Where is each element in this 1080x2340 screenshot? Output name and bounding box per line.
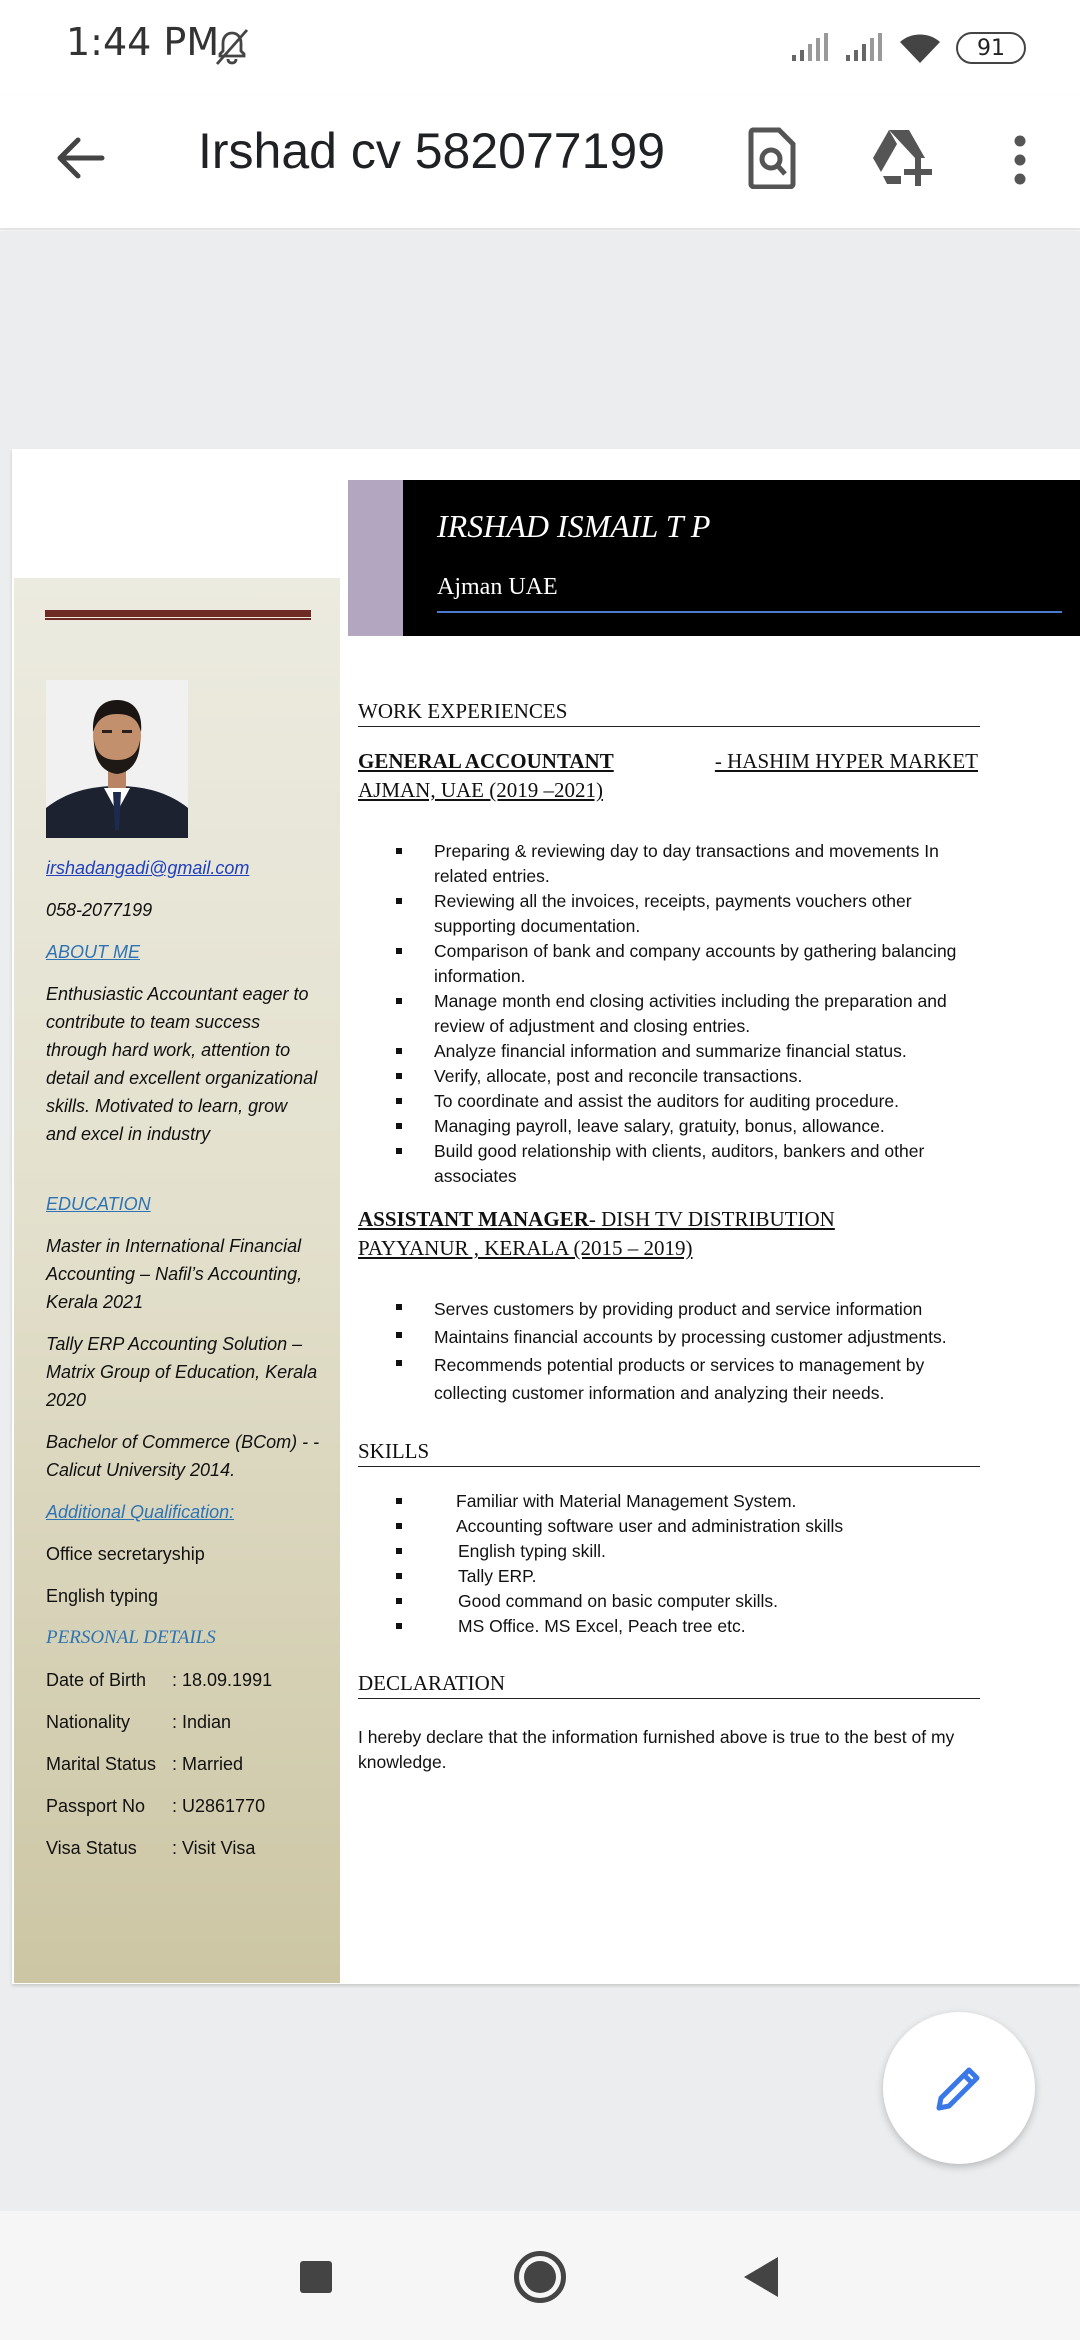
job-role: ASSISTANT MANAGER [358,1207,589,1231]
back-button[interactable] [44,122,116,194]
document-page [12,449,1080,1984]
personal-detail-value: : U2861770 [172,1796,266,1816]
job-role: GENERAL ACCOUNTANT [358,749,614,773]
personal-detail-value: : Visit Visa [172,1838,256,1858]
list-item: Good command on basic computer skills. [392,1589,980,1614]
additional-qualification-item: English typing [46,1586,159,1606]
list-item: Accounting software user and administration skills [392,1514,980,1539]
status-time: 1:44 PM [66,20,220,64]
education-item: Tally ERP Accounting Solution – Matrix Group of Education, Kerala 2020 [46,1334,318,1410]
personal-detail-value: : Married [172,1754,244,1774]
personal-detail-label: Visa Status [46,1838,137,1858]
list-item: Comparison of bank and company accounts by gathering balancing information. [392,939,980,989]
job-employer: - DISH TV DISTRIBUTION [588,1207,835,1231]
list-item: Familiar with Material Management System. [392,1489,980,1514]
list-item: Managing payroll, leave salary, gratuity, bonus, allowance. [392,1114,980,1139]
phone-number: 058-2077199 [46,900,153,920]
find-in-page-icon [747,127,797,189]
system-navigation-bar [0,2211,1080,2340]
arrow-back-icon [54,136,106,180]
additional-qualification-item: Office secretaryship [46,1544,205,1564]
personal-detail-label: Passport No [46,1796,146,1816]
profile-photo [46,680,188,838]
job-employer: - HASHIM HYPER MARKET [714,749,978,773]
bell-off-icon [212,26,252,68]
candidate-name: IRSHAD ISMAIL T P [437,508,711,544]
list-item: Tally ERP. [392,1564,980,1589]
email-link[interactable]: irshadangadi@gmail.com [46,858,250,878]
list-item: English typing skill. [392,1539,980,1564]
candidate-location: Ajman UAE [437,574,558,600]
pencil-icon [931,2060,987,2116]
list-item: Serves customers by providing product and service information [392,1295,980,1323]
status-bar [0,0,1080,96]
cv-sidebar [14,578,340,1983]
status-indicators [790,28,1026,68]
sidebar-divider [45,610,311,620]
about-me-text: Enthusiastic Accountant eager to contribute to team success through hard work, attention to detail and excellent organizational skills. Motivated to learn, grow and excel in industry [46,984,318,1144]
header-divider [437,611,1062,613]
document-viewer[interactable] [0,231,1080,2211]
wifi-icon [898,31,942,65]
more-vert-icon [1013,135,1027,185]
personal-detail-row [46,1796,265,1817]
personal-detail-label: Date of Birth [46,1670,147,1690]
personal-detail-label: Nationality [46,1712,131,1732]
signal-icon [844,33,884,63]
list-item: Preparing & reviewing day to day transactions and movements In related entries. [392,839,980,889]
personal-detail-value: : Indian [172,1712,232,1732]
list-item: To coordinate and assist the auditors for auditing procedure. [392,1089,980,1114]
list-item: Analyze financial information and summarize financial status. [392,1039,980,1064]
work-experiences-heading: WORK EXPERIENCES [358,699,980,727]
personal-detail-row [46,1712,231,1733]
declaration-heading: DECLARATION [358,1671,980,1699]
list-item: Build good relationship with clients, auditors, bankers and other associates [392,1139,980,1189]
more-options-button[interactable] [1000,120,1040,200]
about-me-heading: ABOUT ME [46,942,141,962]
personal-detail-row [46,1670,272,1691]
home-circle-icon [524,2261,556,2293]
home-button[interactable] [514,2251,566,2303]
signal-icon [790,33,830,63]
app-bar [0,96,1080,230]
job-duties-list [392,839,980,1189]
list-item: Reviewing all the invoices, receipts, payments vouchers other supporting documentation. [392,889,980,939]
name-header [403,480,1080,636]
personal-detail-row [46,1838,255,1859]
list-item: Maintains financial accounts by processing customer adjustments. [392,1323,980,1351]
add-to-drive-icon [871,128,937,188]
add-to-drive-button[interactable] [866,120,942,196]
battery-indicator: 91 [956,32,1026,64]
find-in-document-button[interactable] [736,118,808,198]
job-title [358,747,978,805]
list-item: Manage month end closing activities including the preparation and review of adjustment and closing entries. [392,989,980,1039]
education-item: Master in International Financial Accounting – Nafil’s Accounting, Kerala 2021 [46,1236,303,1312]
job-duties-list [392,1295,980,1407]
additional-qualification-heading: Additional Qualification: [46,1502,235,1522]
skills-list [392,1489,980,1639]
header-accent [348,480,403,636]
declaration-text: I hereby declare that the information furnished above is true to the best of my knowledge. [358,1727,955,1772]
skills-heading: SKILLS [358,1439,980,1467]
education-heading: EDUCATION [46,1194,151,1214]
personal-detail-row [46,1754,243,1775]
personal-detail-label: Marital Status [46,1754,157,1774]
list-item: MS Office. MS Excel, Peach tree etc. [392,1614,980,1639]
recent-apps-button[interactable] [300,2261,332,2293]
system-back-button[interactable] [744,2257,778,2297]
education-item: Bachelor of Commerce (BCom) - - Calicut University 2014. [46,1432,320,1480]
job-title [358,1205,978,1263]
list-item: Recommends potential products or services to management by collecting customer information and analyzing their needs. [392,1351,980,1407]
edit-button[interactable] [883,2012,1035,2164]
personal-detail-value: : 18.09.1991 [172,1670,273,1690]
list-item: Verify, allocate, post and reconcile transactions. [392,1064,980,1089]
document-title: Irshad cv 582077199 [198,123,666,179]
job-location-dates: PAYYANUR , KERALA (2015 – 2019) [358,1236,693,1260]
job-location-dates: AJMAN, UAE (2019 –2021) [358,778,603,802]
personal-details-heading: PERSONAL DETAILS [46,1627,216,1648]
